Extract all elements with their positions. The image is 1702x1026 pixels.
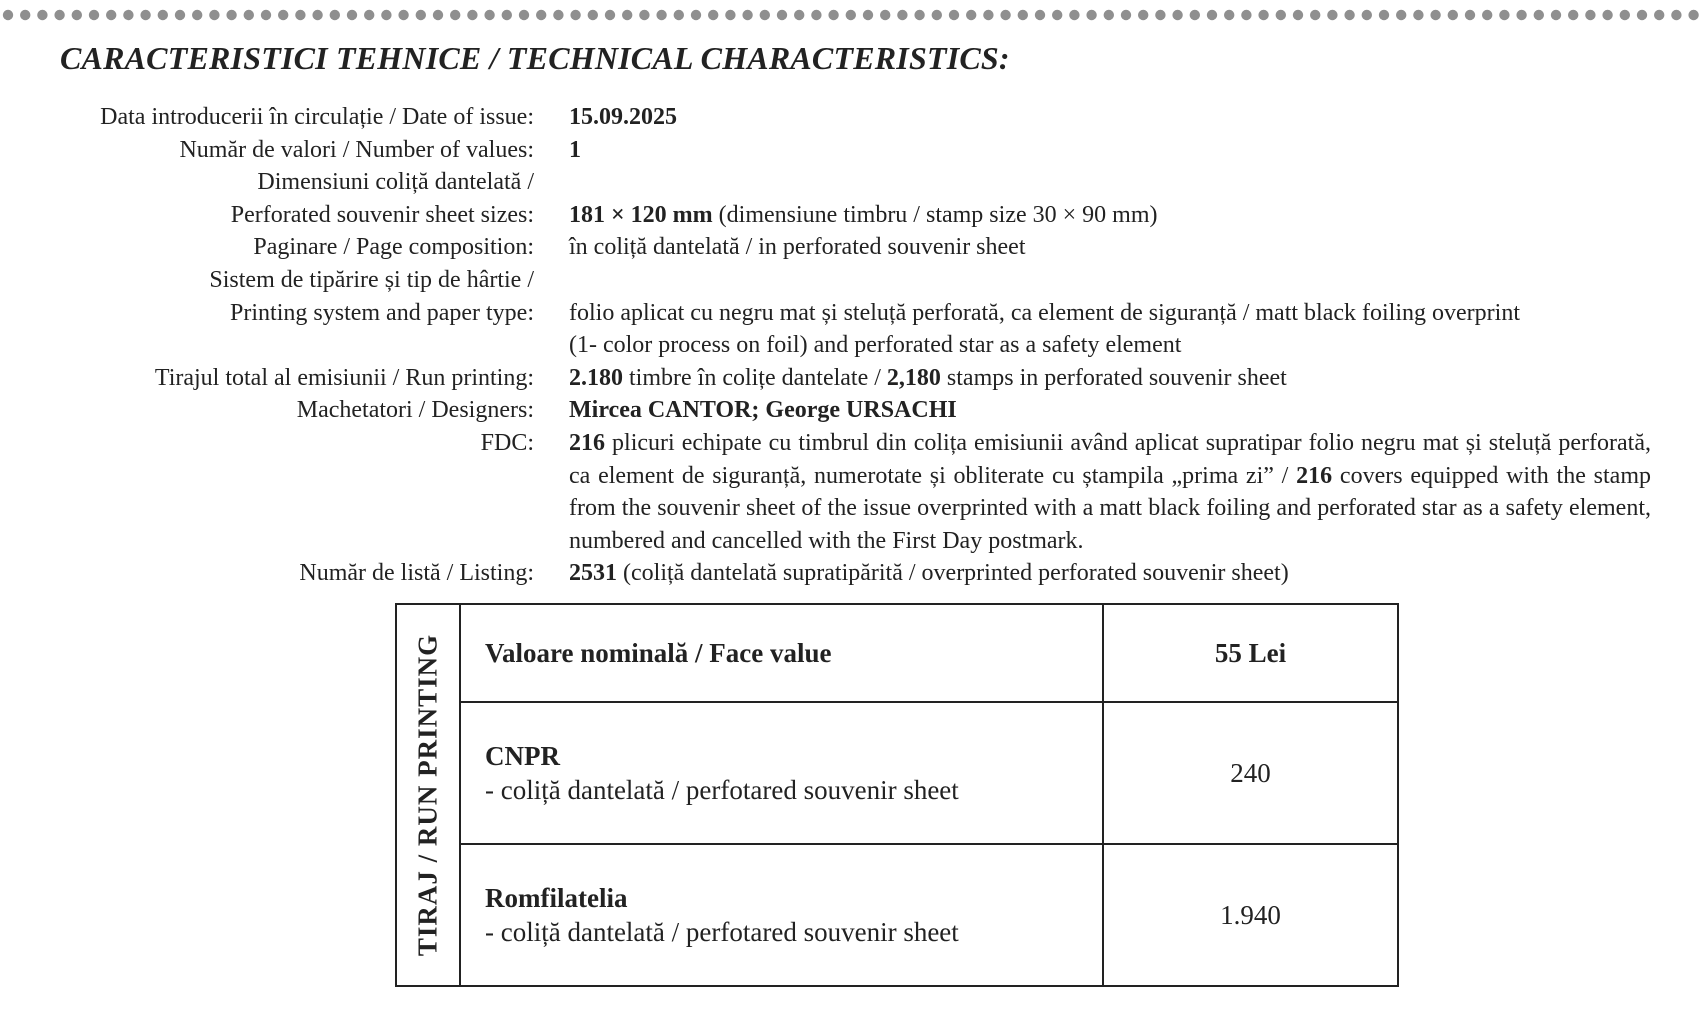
face-value-label: Valoare nominală / Face value — [460, 604, 1103, 702]
border-dot — [725, 10, 735, 20]
border-dot — [192, 10, 202, 20]
border-dot — [1224, 10, 1234, 20]
border-dot — [708, 10, 718, 20]
spec-label: FDC: — [480, 429, 534, 456]
table-row — [396, 844, 1398, 986]
border-dot — [1069, 10, 1079, 20]
border-dot — [278, 10, 288, 20]
spec-value-text: (coliță dantelată supratipărită / overprinted perforated souvenir sheet) — [617, 560, 1289, 587]
dotted-border — [2, 8, 1700, 22]
border-dot — [1637, 10, 1647, 20]
border-dot — [37, 10, 47, 20]
spec-label: Machetatori / Designers: — [296, 397, 534, 424]
row-name: Romfilatelia — [485, 883, 628, 913]
border-dot — [794, 10, 804, 20]
border-dot — [622, 10, 632, 20]
border-dot — [20, 10, 30, 20]
border-dot — [1276, 10, 1286, 20]
face-value: 55 Lei — [1103, 604, 1398, 702]
border-dot — [1258, 10, 1268, 20]
spec-row-printing — [0, 264, 1702, 362]
spec-value-text: covers equipped with the stamp from the souvenir sheet of the issue overprinted with a matt black foiling and perforated star as a safety element, numbered and cancelled with the First Day postmark. — [569, 462, 1651, 554]
spec-value-bold: 2,180 — [886, 364, 941, 391]
spec-label — [0, 264, 534, 362]
border-dot — [1516, 10, 1526, 20]
spec-row-values — [0, 134, 1702, 167]
border-dot — [863, 10, 873, 20]
row-value: 240 — [1103, 702, 1398, 844]
spec-label: Data introducerii în circulație / Date of issue: — [100, 104, 534, 130]
border-dot — [1207, 10, 1217, 20]
border-dot — [553, 10, 563, 20]
spec-row-sizes — [0, 166, 1702, 231]
border-dot — [742, 10, 752, 20]
spec-row-designers — [0, 394, 1702, 427]
row-desc: - coliță dantelată / perfotared souvenir sheet — [485, 917, 959, 947]
border-dot — [398, 10, 408, 20]
border-dot — [1104, 10, 1114, 20]
spec-value: în coliță dantelată / in perforated souvenir sheet — [569, 234, 1026, 261]
spec-label-line: Dimensiuni coliță dantelată / — [257, 169, 534, 196]
border-dot — [674, 10, 684, 20]
border-dot — [1499, 10, 1509, 20]
border-dot — [330, 10, 340, 20]
border-dot — [1138, 10, 1148, 20]
border-dot — [1430, 10, 1440, 20]
spec-row-listing — [0, 557, 1702, 590]
spec-label-line: Sistem de tipărire și tip de hârtie / — [209, 266, 534, 293]
row-description — [460, 844, 1103, 986]
spec-label-line: Printing system and paper type: — [230, 299, 534, 326]
border-dot — [897, 10, 907, 20]
border-dot — [1344, 10, 1354, 20]
border-dot — [1086, 10, 1096, 20]
border-dot — [1534, 10, 1544, 20]
border-dot — [450, 10, 460, 20]
border-dot — [123, 10, 133, 20]
spec-row-paging — [0, 231, 1702, 264]
spec-value-text: (dimensiune timbru / stamp size 30 × 90 mm) — [712, 201, 1158, 228]
border-dot — [1190, 10, 1200, 20]
border-dot — [949, 10, 959, 20]
border-dot — [656, 10, 666, 20]
spec-value: Mircea CANTOR; George URSACHI — [569, 397, 957, 424]
border-dot — [1396, 10, 1406, 20]
page-title: CARACTERISTICI TEHNICE / TECHNICAL CHARACTERISTICS: — [60, 40, 1010, 76]
border-dot — [175, 10, 185, 20]
border-dot — [1688, 10, 1698, 20]
spec-value-bold: 216 — [569, 429, 605, 456]
border-dot — [89, 10, 99, 20]
spec-value-bold: 181 × 120 mm — [569, 201, 713, 228]
border-dot — [536, 10, 546, 20]
run-printing-table — [395, 603, 1399, 987]
border-dot — [519, 10, 529, 20]
border-dot — [484, 10, 494, 20]
spec-value-bold: 2.180 — [569, 364, 623, 391]
spec-label: Număr de valori / Number of values: — [179, 136, 534, 163]
border-dot — [295, 10, 305, 20]
spec-value-text: timbre în colițe dantelate / — [623, 364, 887, 391]
border-dot — [1155, 10, 1165, 20]
spec-value — [569, 557, 1651, 590]
border-dot — [1551, 10, 1561, 20]
border-dot — [1310, 10, 1320, 20]
border-dot — [54, 10, 64, 20]
border-dot — [312, 10, 322, 20]
border-dot — [1413, 10, 1423, 20]
border-dot — [416, 10, 426, 20]
border-dot — [1602, 10, 1612, 20]
border-dot — [381, 10, 391, 20]
border-dot — [1482, 10, 1492, 20]
border-dot — [1568, 10, 1578, 20]
border-dot — [1293, 10, 1303, 20]
border-dot — [828, 10, 838, 20]
border-dot — [1121, 10, 1131, 20]
border-dot — [760, 10, 770, 20]
border-dot — [1327, 10, 1337, 20]
spec-row-fdc — [0, 427, 1702, 557]
border-dot — [588, 10, 598, 20]
spec-list — [0, 101, 1702, 590]
border-dot — [1671, 10, 1681, 20]
spec-label-line: Perforated souvenir sheet sizes: — [230, 201, 534, 228]
border-dot — [1241, 10, 1251, 20]
border-dot — [226, 10, 236, 20]
border-dot — [932, 10, 942, 20]
border-dot — [1362, 10, 1372, 20]
row-desc: - coliță dantelată / perfotared souvenir sheet — [485, 775, 959, 805]
spec-value — [569, 427, 1651, 557]
spec-value-bold: 216 — [1296, 462, 1333, 489]
spec-value — [569, 166, 1651, 231]
table-row — [396, 702, 1398, 844]
row-value: 1.940 — [1103, 844, 1398, 986]
border-dot — [1448, 10, 1458, 20]
spec-value — [569, 264, 1651, 362]
border-dot — [1620, 10, 1630, 20]
spec-value-line: (1- color process on foil) and perforated star as a safety element — [569, 332, 1182, 359]
vertical-label-cell — [396, 604, 460, 986]
spec-value-bold: 2531 — [569, 560, 617, 587]
spec-label: Tirajul total al emisiunii / Run printing: — [154, 364, 534, 391]
border-dot — [983, 10, 993, 20]
border-dot — [846, 10, 856, 20]
border-dot — [1172, 10, 1182, 20]
spec-label: Număr de listă / Listing: — [299, 560, 534, 587]
spec-value — [569, 362, 1651, 395]
vertical-label: TIRAJ / RUN PRINTING — [412, 633, 443, 957]
border-dot — [158, 10, 168, 20]
spec-value-line: folio aplicat cu negru mat și steluță perforată, ca element de siguranță / matt black foiling overprint — [569, 299, 1520, 326]
spec-value: 1 — [569, 136, 581, 163]
spec-row-run — [0, 362, 1702, 395]
spec-row-date — [0, 101, 1702, 134]
border-dot — [433, 10, 443, 20]
border-dot — [1035, 10, 1045, 20]
border-dot — [347, 10, 357, 20]
row-description — [460, 702, 1103, 844]
spec-value-text: plicuri echipate cu timbrul din colița emisiunii având aplicat supratipar folio negru mat și steluță perforată, ca element de siguranță, numerotate și obliterate cu ștampila „prima zi” / — [569, 429, 1651, 489]
border-dot — [261, 10, 271, 20]
border-dot — [777, 10, 787, 20]
border-dot — [1018, 10, 1028, 20]
spec-value: 15.09.2025 — [569, 104, 677, 130]
border-dot — [72, 10, 82, 20]
border-dot — [3, 10, 13, 20]
border-dot — [1000, 10, 1010, 20]
border-dot — [570, 10, 580, 20]
border-dot — [140, 10, 150, 20]
border-dot — [244, 10, 254, 20]
border-dot — [811, 10, 821, 20]
border-dot — [605, 10, 615, 20]
border-dot — [502, 10, 512, 20]
border-dot — [691, 10, 701, 20]
border-dot — [1465, 10, 1475, 20]
border-dot — [467, 10, 477, 20]
border-dot — [1585, 10, 1595, 20]
border-dot — [1052, 10, 1062, 20]
row-name: CNPR — [485, 741, 560, 771]
border-dot — [914, 10, 924, 20]
border-dot — [209, 10, 219, 20]
border-dot — [364, 10, 374, 20]
border-dot — [1654, 10, 1664, 20]
border-dot — [966, 10, 976, 20]
spec-value-text: stamps in perforated souvenir sheet — [940, 364, 1287, 391]
spec-label — [0, 166, 534, 231]
border-dot — [639, 10, 649, 20]
border-dot — [106, 10, 116, 20]
table-header-row — [396, 604, 1398, 702]
spec-label: Paginare / Page composition: — [253, 234, 534, 261]
border-dot — [1379, 10, 1389, 20]
border-dot — [880, 10, 890, 20]
